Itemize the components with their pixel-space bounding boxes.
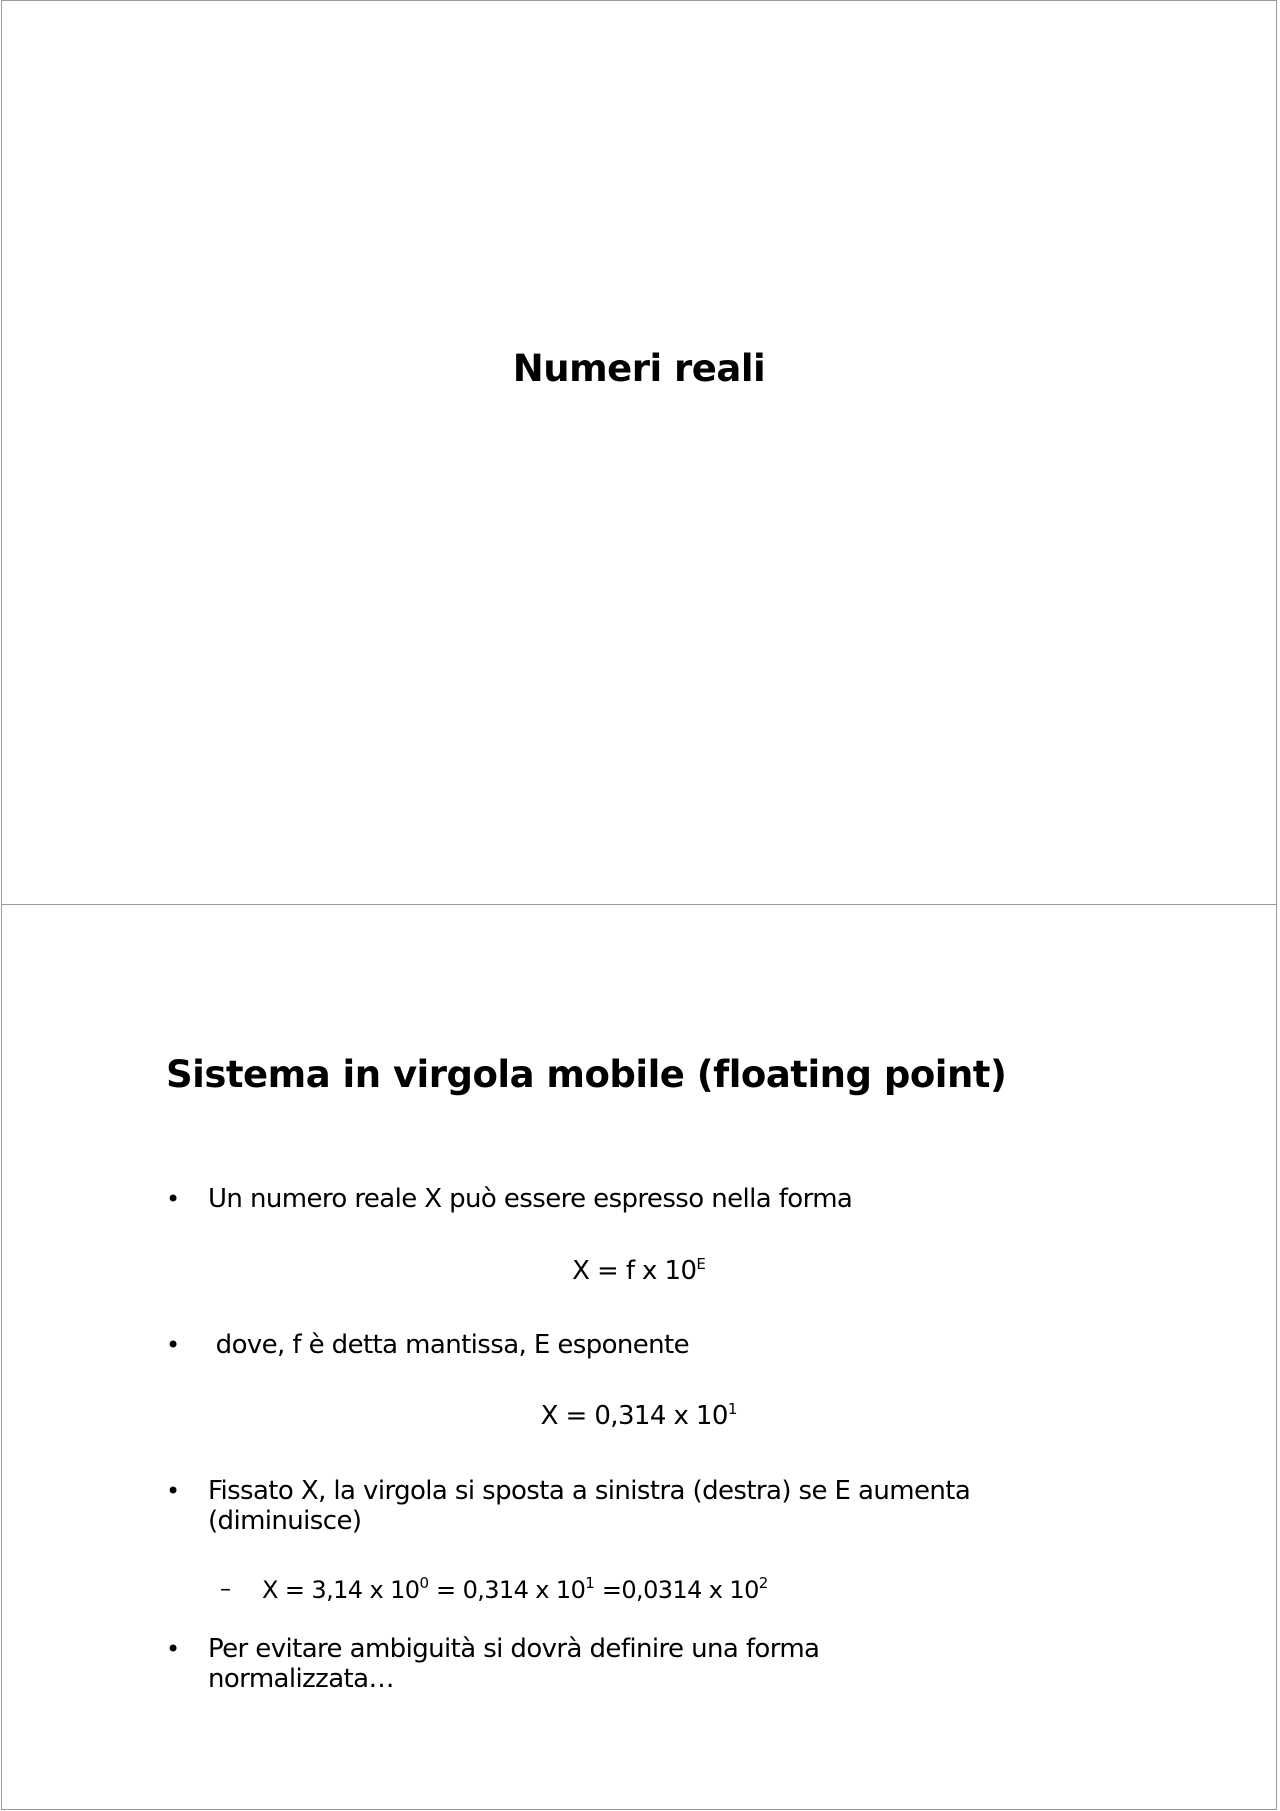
formula-exponent: 1 xyxy=(727,1400,738,1418)
sub-exponent: 0 xyxy=(419,1574,429,1592)
sub-part: =0,0314 x 10 xyxy=(594,1576,759,1604)
slide-2 xyxy=(1,904,1277,1810)
formula-base: X = f x 10 xyxy=(572,1256,697,1286)
formula-base: X = 0,314 x 10 xyxy=(540,1401,728,1431)
sub-part: = 0,314 x 10 xyxy=(429,1576,586,1604)
sub-bullet-text xyxy=(262,1575,768,1605)
formula xyxy=(2,1256,1276,1286)
formula xyxy=(2,1401,1276,1431)
sub-part: X = 3,14 x 10 xyxy=(262,1576,420,1604)
formula-exponent: E xyxy=(696,1255,706,1273)
bullet-text: Fissato X, la virgola si sposta a sinistra (destra) se E aumenta (diminuisce) xyxy=(208,1476,971,1536)
slide-title: Sistema in virgola mobile (floating point) xyxy=(166,1053,1007,1096)
bullet-text: Un numero reale X può essere espresso nella forma xyxy=(208,1184,853,1214)
sub-exponent: 2 xyxy=(758,1574,769,1592)
bullet-icon: • xyxy=(166,1185,181,1213)
bullet-icon: • xyxy=(166,1635,181,1663)
bullet-icon: • xyxy=(166,1331,181,1359)
bullet-text: dove, f è detta mantissa, E esponente xyxy=(208,1330,690,1360)
sub-exponent: 1 xyxy=(585,1574,595,1592)
bullet-icon: • xyxy=(166,1477,181,1505)
bullet-text: Per evitare ambiguità si dovrà definire una forma normalizzata… xyxy=(208,1634,820,1694)
slide-title: Numeri reali xyxy=(512,347,766,390)
slide-1 xyxy=(1,0,1277,905)
dash-icon: – xyxy=(220,1577,231,1602)
